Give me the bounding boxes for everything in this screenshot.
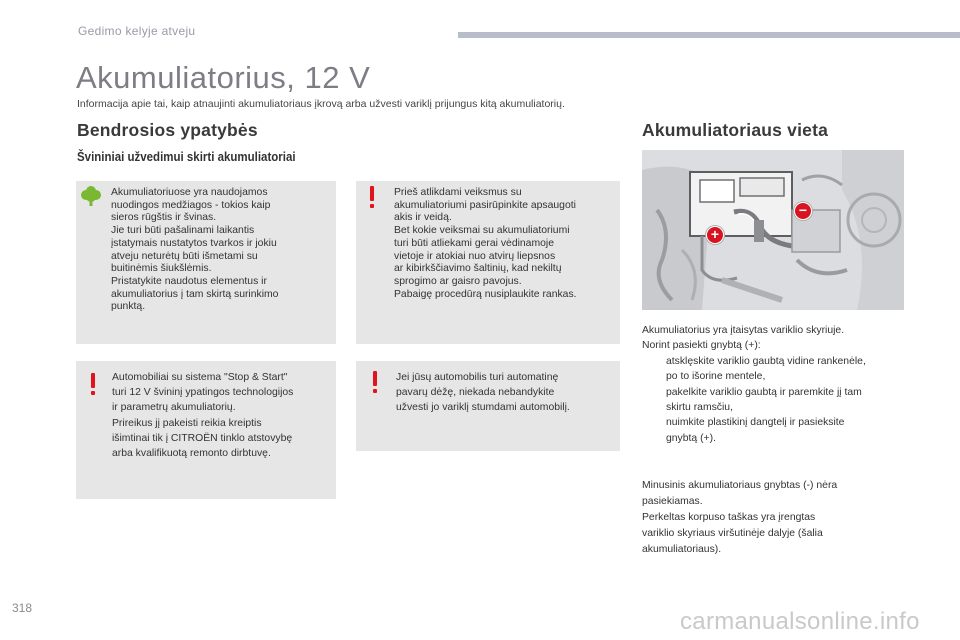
location-intro: Akumuliatorius yra įtaisytas variklio skyriuje. Norint pasiekti gnybtą (+):: [642, 325, 845, 352]
intro-text: Informacija apie tai, kaip atnaujinti akumuliatoriaus įkrovą arba užvesti variklį prijungus kitą akumuliatorių.: [77, 98, 565, 110]
step-item: [642, 415, 912, 446]
page-number: 318: [12, 601, 33, 615]
info-box-text: Akumuliatoriuose yra naudojamos nuodingos medžiagos - tokios kaip sieros rūgštis ir švinas. Jie turi būti pašalinami laikantis įstatymais nustatytos tvarkos ir jokiu atveju neturėtų būti išmetami su buitinėmis šiukšlėmis. Pristatykite naudotus elementus ir akumuliatorius į tam skirtą surinkimo punktą.: [111, 187, 279, 313]
step-line-2: skirtu ramsčiu,: [666, 402, 733, 414]
tree-icon: [81, 185, 101, 207]
warning-box-stop-start: [76, 361, 336, 499]
step-line-1: pakelkite variklio gaubtą ir paremkite jį tam: [666, 386, 862, 398]
warning-icon: [370, 371, 380, 393]
negative-terminal-marker: −: [794, 202, 812, 220]
watermark: carmanualsonline.info: [680, 608, 920, 635]
warning-box-automatic: [356, 361, 620, 451]
page-title: Akumuliatorius, 12 V: [76, 60, 371, 95]
running-header: Gedimo kelyje atveju: [78, 24, 196, 38]
location-instructions: [642, 323, 912, 446]
engine-bay-illustration: [642, 150, 904, 310]
warning-icon: [88, 373, 98, 395]
info-box-recycling: [76, 181, 336, 344]
section-heading-location: Akumuliatoriaus vieta: [642, 120, 829, 140]
warning-box-text: Prieš atlikdami veiksmus su akumuliatoriumi pasirūpinkite apsaugoti akis ir veidą. Bet kokie veiksmai su akumuliatoriumi turi būti atliekami gerai vėdinamoje vietoje ir atokiai nuo atvirų liepsnos ar kibirkščiavimo šaltinių, kad nekiltų sprogimo ar gaisro pavojus. Pabaigę procedūrą nusiplaukite rankas.: [394, 187, 577, 300]
warning-box-text: Automobiliai su sistema "Stop & Start" turi 12 V švininį ypatingos technologijos ir parametrų akumuliatorių. Prireikus jį pakeisti reikia kreiptis išimtinai tik į CITROËN tinklo atstovybę arba kvalifikuotą remonto dirbtuvę.: [112, 372, 294, 460]
step-line-1: atsklęskite variklio gaubtą vidine rankenėle,: [666, 355, 866, 367]
battery-location-photo: [642, 150, 904, 310]
section-heading-general: Bendrosios ypatybės: [77, 120, 258, 140]
warning-box-safety: [356, 181, 620, 344]
negative-terminal-note: Minusinis akumuliatoriaus gnybtas (-) nėra pasiekiamas. Perkeltas korpuso taškas yra įrengtas variklio skyriaus viršutinėje dalyje (šalia akumuliatoriaus).: [642, 480, 838, 555]
step-line-1: nuimkite plastikinį dangtelį ir pasieksite: [666, 417, 845, 429]
header-bar: [458, 32, 960, 38]
warning-icon: [367, 186, 377, 208]
warning-box-text: Jei jūsų automobilis turi automatinę pavarų dėžę, niekada nebandykite užvesti jo variklį stumdami automobilį.: [396, 372, 570, 414]
positive-terminal-marker: +: [706, 226, 724, 244]
step-line-2: gnybtą (+).: [666, 432, 716, 444]
step-item: [642, 385, 912, 416]
step-line-2: po to išorine mentele,: [666, 371, 766, 383]
step-item: [642, 354, 912, 385]
subheading-lead-batteries: Švininiai užvedimui skirti akumuliatoriai: [77, 150, 296, 164]
